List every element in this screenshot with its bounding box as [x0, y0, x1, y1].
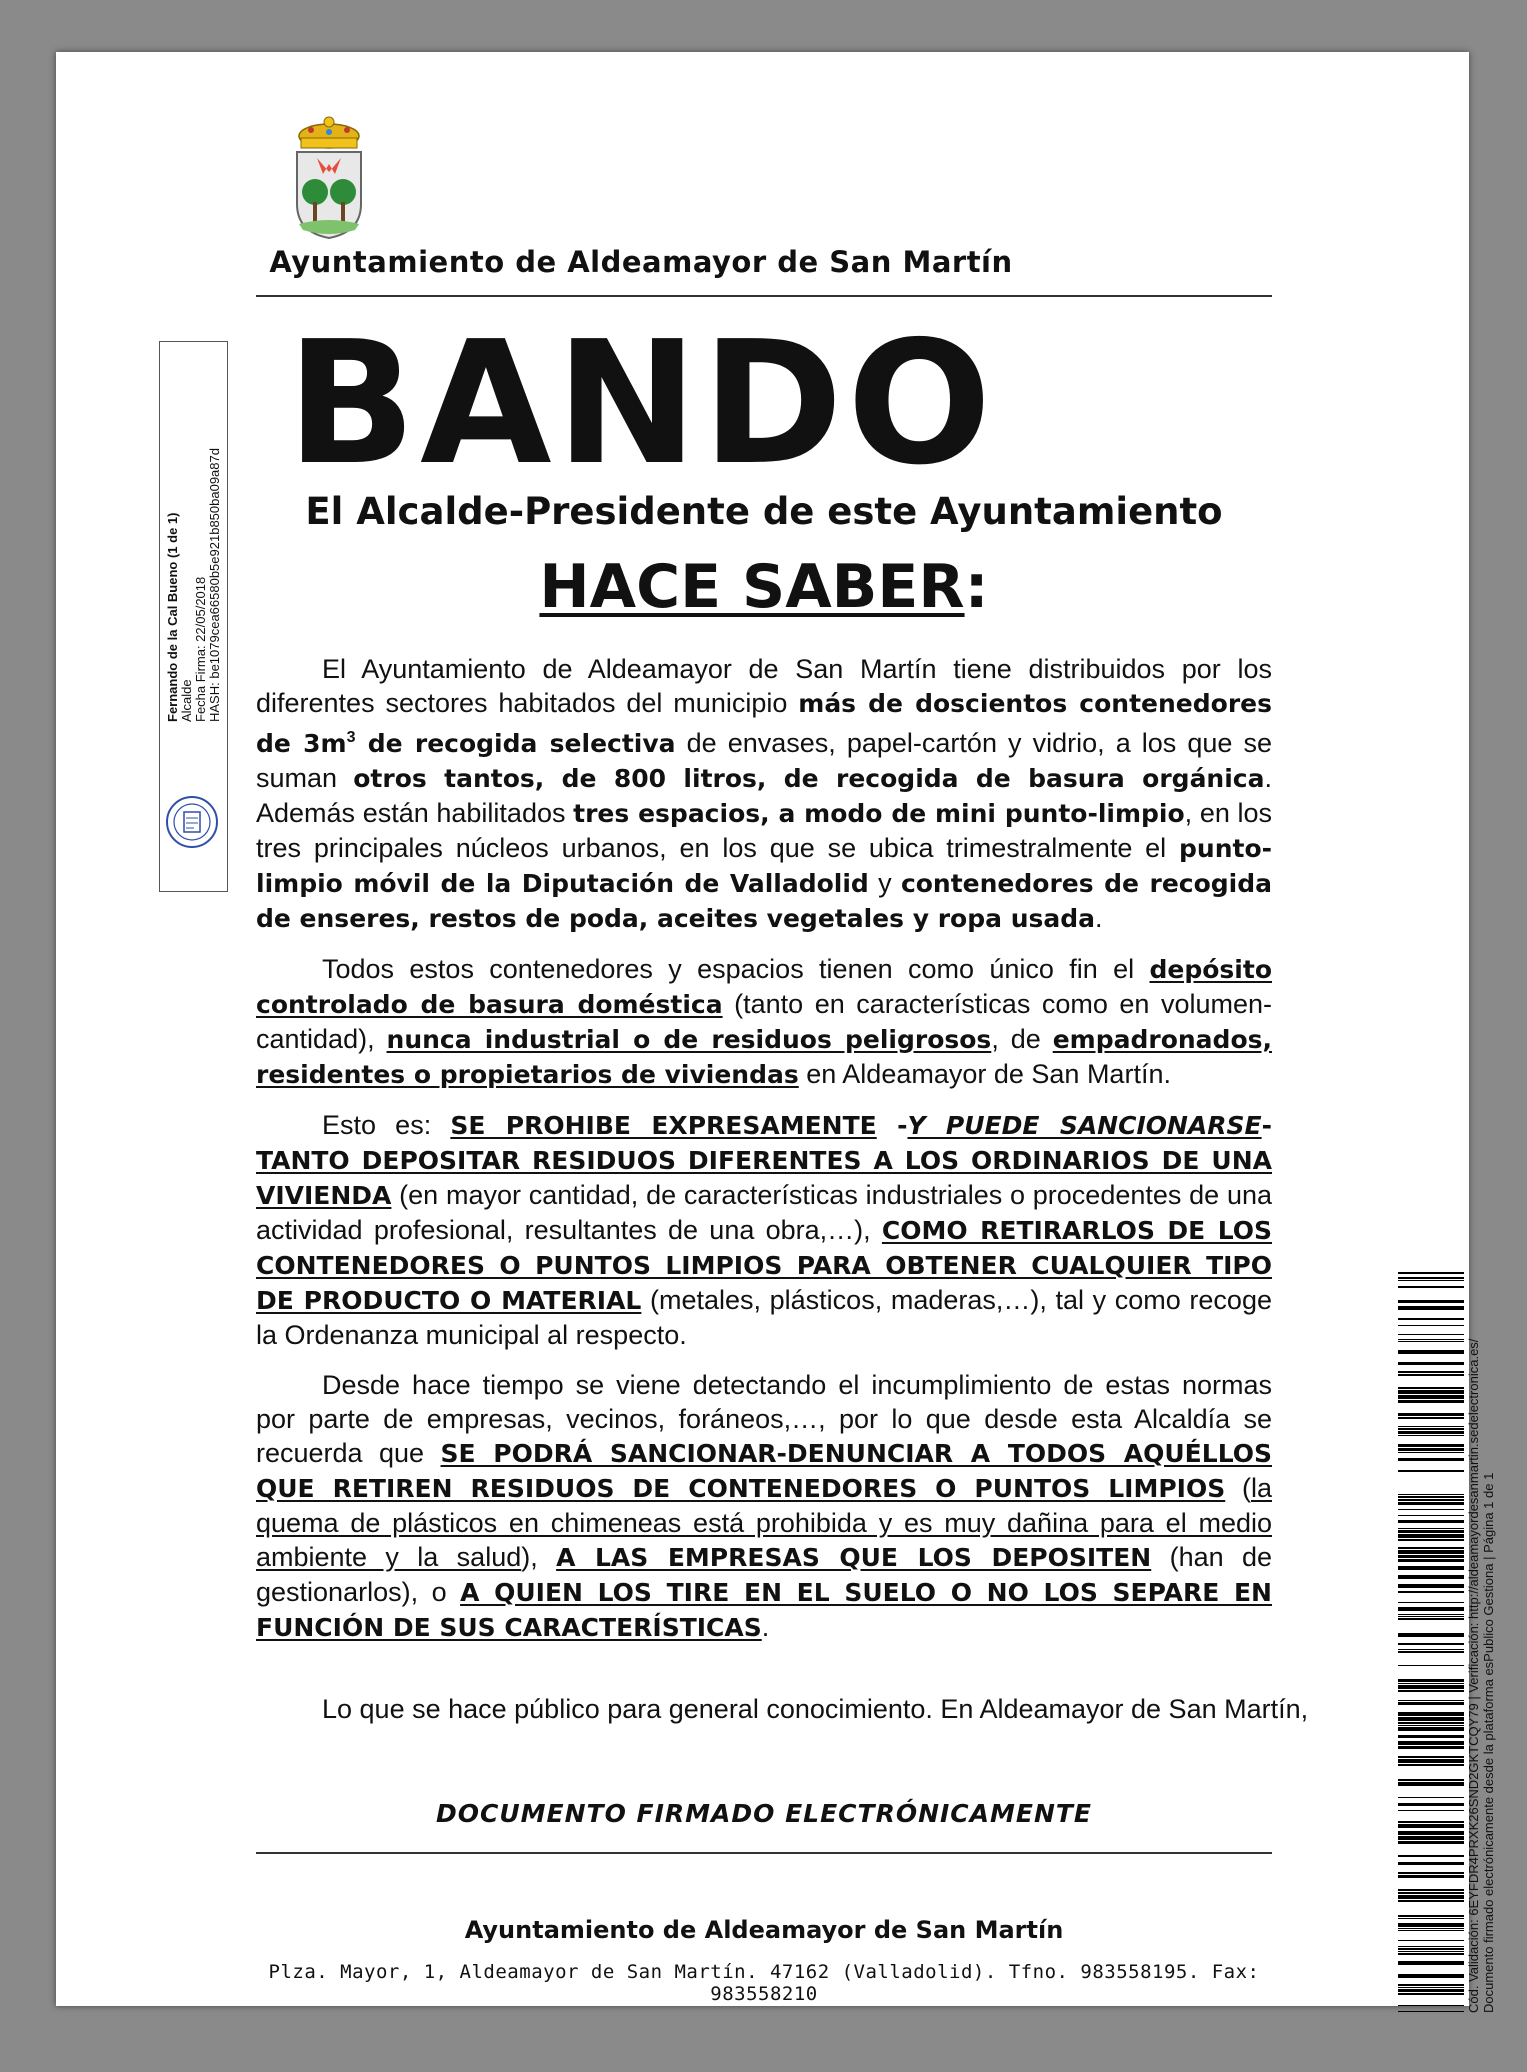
bold-underlined-span: nunca industrial o de residuos peligrosos — [386, 1025, 992, 1054]
document-page — [56, 52, 1496, 2013]
signature-box — [159, 341, 228, 892]
bold-span: punto-limpio móvil de la Diputación de Valladolid — [256, 834, 1272, 898]
footer-address: Plza. Mayor, 1, Aldeamayor de San Martín. 47162 (Valladolid). Tfno. 983558195. Fax: 983558210 — [268, 1961, 1260, 2005]
bold-underlined-span: COMO RETIRARLOS DE LOS CONTENEDORES O PUNTOS LIMPIOS PARA OBTENER CUALQUIER TIPO DE PRODUCTO O MATERIAL — [256, 1216, 1272, 1315]
validation-barcode — [1398, 1272, 1464, 2013]
bold-span: otros tantos, de 800 litros, de recogida de basura orgánica — [353, 764, 1265, 793]
announcement-body — [256, 652, 1272, 1661]
bold-underlined-span: TANTO DEPOSITAR RESIDUOS DIFERENTES A LOS ORDINARIOS DE UNA VIVIENDA — [256, 1146, 1272, 1210]
bold-italic-underlined-span: Y PUEDE SANCIONARSE — [907, 1111, 1262, 1140]
signature-text — [160, 173, 233, 722]
text-span: Todos estos contenedores y espacios tienen como único fin el — [322, 954, 1150, 984]
closing-line: Lo que se hace público para general conocimiento. En Aldeamayor de San Martín, — [322, 1694, 1309, 1724]
bold-underlined-span: A LAS EMPRESAS QUE LOS DEPOSITEN — [556, 1543, 1152, 1572]
council-header: Ayuntamiento de Aldeamayor de San Martín — [269, 245, 1013, 279]
signer-role: Alcalde — [179, 679, 194, 722]
bold-underlined-span: SE PODRÁ SANCIONAR-DENUNCIAR A TODOS AQUÉLLOS QUE RETIREN RESIDUOS DE CONTENEDORES O PUNTOS LIMPIOS — [256, 1439, 1272, 1503]
footer-council-name: Ayuntamiento de Aldeamayor de San Martín — [464, 1916, 1064, 1944]
announcement-colon: : — [964, 552, 989, 622]
text-span: Esto es: — [322, 1110, 451, 1140]
bold-underlined-span: depósito controlado de basura doméstica — [256, 955, 1272, 1019]
paragraph-2 — [256, 952, 1272, 1092]
text-span: Desde hace tiempo se viene detectando el incumplimiento de estas normas por parte de empresas, vecinos, foráneos,…, por lo que desde esta Alcaldía se recuerda que — [256, 1370, 1272, 1468]
paragraph-3 — [256, 1108, 1272, 1352]
verification-text — [1466, 1273, 1516, 2013]
text-span: , en los tres principales núcleos urbanos, en los que se ubica trimestralmente el — [256, 798, 1272, 863]
text-span: . Además están habilitados — [256, 763, 1273, 828]
signature-hash: HASH: be1079cea66580b5e921b850ba09a87d — [207, 448, 222, 722]
bold-underlined-span: empadronados, residentes o propietarios de viviendas — [256, 1025, 1272, 1089]
issuer-subtitle: El Alcalde-Presidente de este Ayuntamiento — [305, 490, 1223, 533]
header-divider — [256, 295, 1272, 297]
official-seal-icon — [164, 794, 220, 850]
document-title: BANDO — [286, 305, 996, 503]
paragraph-4 — [256, 1368, 1272, 1645]
announcement-heading — [256, 552, 1272, 622]
footer-divider — [256, 1852, 1272, 1854]
text-span: ), — [521, 1542, 557, 1572]
announcement-heading-text: HACE SABER — [539, 552, 965, 622]
signer-name: Fernando de la Cal Bueno (1 de 1) — [165, 512, 180, 722]
bold-underlined-span: SE PROHIBE EXPRESAMENTE — [450, 1111, 877, 1140]
municipal-coat-of-arms — [289, 114, 369, 240]
bold-span: más de doscientos contenedores de 3m — [256, 689, 1272, 758]
underlined-span: la quema de plásticos en chimeneas está prohibida y es muy dañina para el medio ambiente y la salud — [256, 1473, 1272, 1572]
text-span: ( — [1225, 1473, 1251, 1503]
bold-span: de recogida selectiva — [355, 729, 676, 758]
bold-span: - — [1261, 1111, 1272, 1140]
bold-span: contenedores de recogida de enseres, restos de poda, aceites vegetales y ropa usada — [256, 869, 1272, 933]
text-span: (en mayor cantidad, de características industriales o procedentes de una actividad profesional, resultantes de una obra,…), — [256, 1180, 1272, 1245]
text-span: y — [868, 868, 901, 898]
text-span: (metales, plásticos, maderas,…), tal y como recoge la Ordenanza municipal al respecto. — [256, 1285, 1272, 1350]
bold-span: tres espacios, a modo de mini punto-limpio — [573, 799, 1185, 828]
verification-platform-line: Documento firmado electrónicamente desde la plataforma esPublico Gestiona | Página 1 de 1 — [1481, 1472, 1496, 2013]
bold-span: - — [876, 1111, 908, 1140]
text-span: de envases, papel-cartón y vidrio, a los que se suman — [256, 728, 1273, 793]
superscript: 3 — [346, 729, 356, 746]
signature-date: Fecha Firma: 22/05/2018 — [193, 576, 208, 722]
text-span: (tanto en características como en volumen-cantidad), — [256, 989, 1272, 1054]
electronic-signature-note: DOCUMENTO FIRMADO ELECTRÓNICAMENTE — [435, 1799, 1093, 1828]
bold-underlined-span: A QUIEN LOS TIRE EN EL SUELO O NO LOS SEPARE EN FUNCIÓN DE SUS CARACTERÍSTICAS — [256, 1578, 1272, 1642]
text-span: . — [1095, 903, 1103, 933]
text-span: El Ayuntamiento de Aldeamayor de San Martín tiene distribuidos por los diferentes sectores habitados del municipio — [256, 654, 1272, 718]
verification-code-line: Cód. Validación: 6EYFDR4PRXK26SND2GKTCQY79 | Verificación: http://aldeamayordesanmartin.sedelectronica.es/ — [1466, 1338, 1481, 2013]
text-span: (han de gestionarlos), o — [256, 1542, 1273, 1607]
text-span: , de — [991, 1024, 1053, 1054]
text-span: en Aldeamayor de San Martín. — [798, 1059, 1171, 1089]
paragraph-1 — [256, 652, 1272, 936]
text-span: . — [761, 1612, 770, 1642]
